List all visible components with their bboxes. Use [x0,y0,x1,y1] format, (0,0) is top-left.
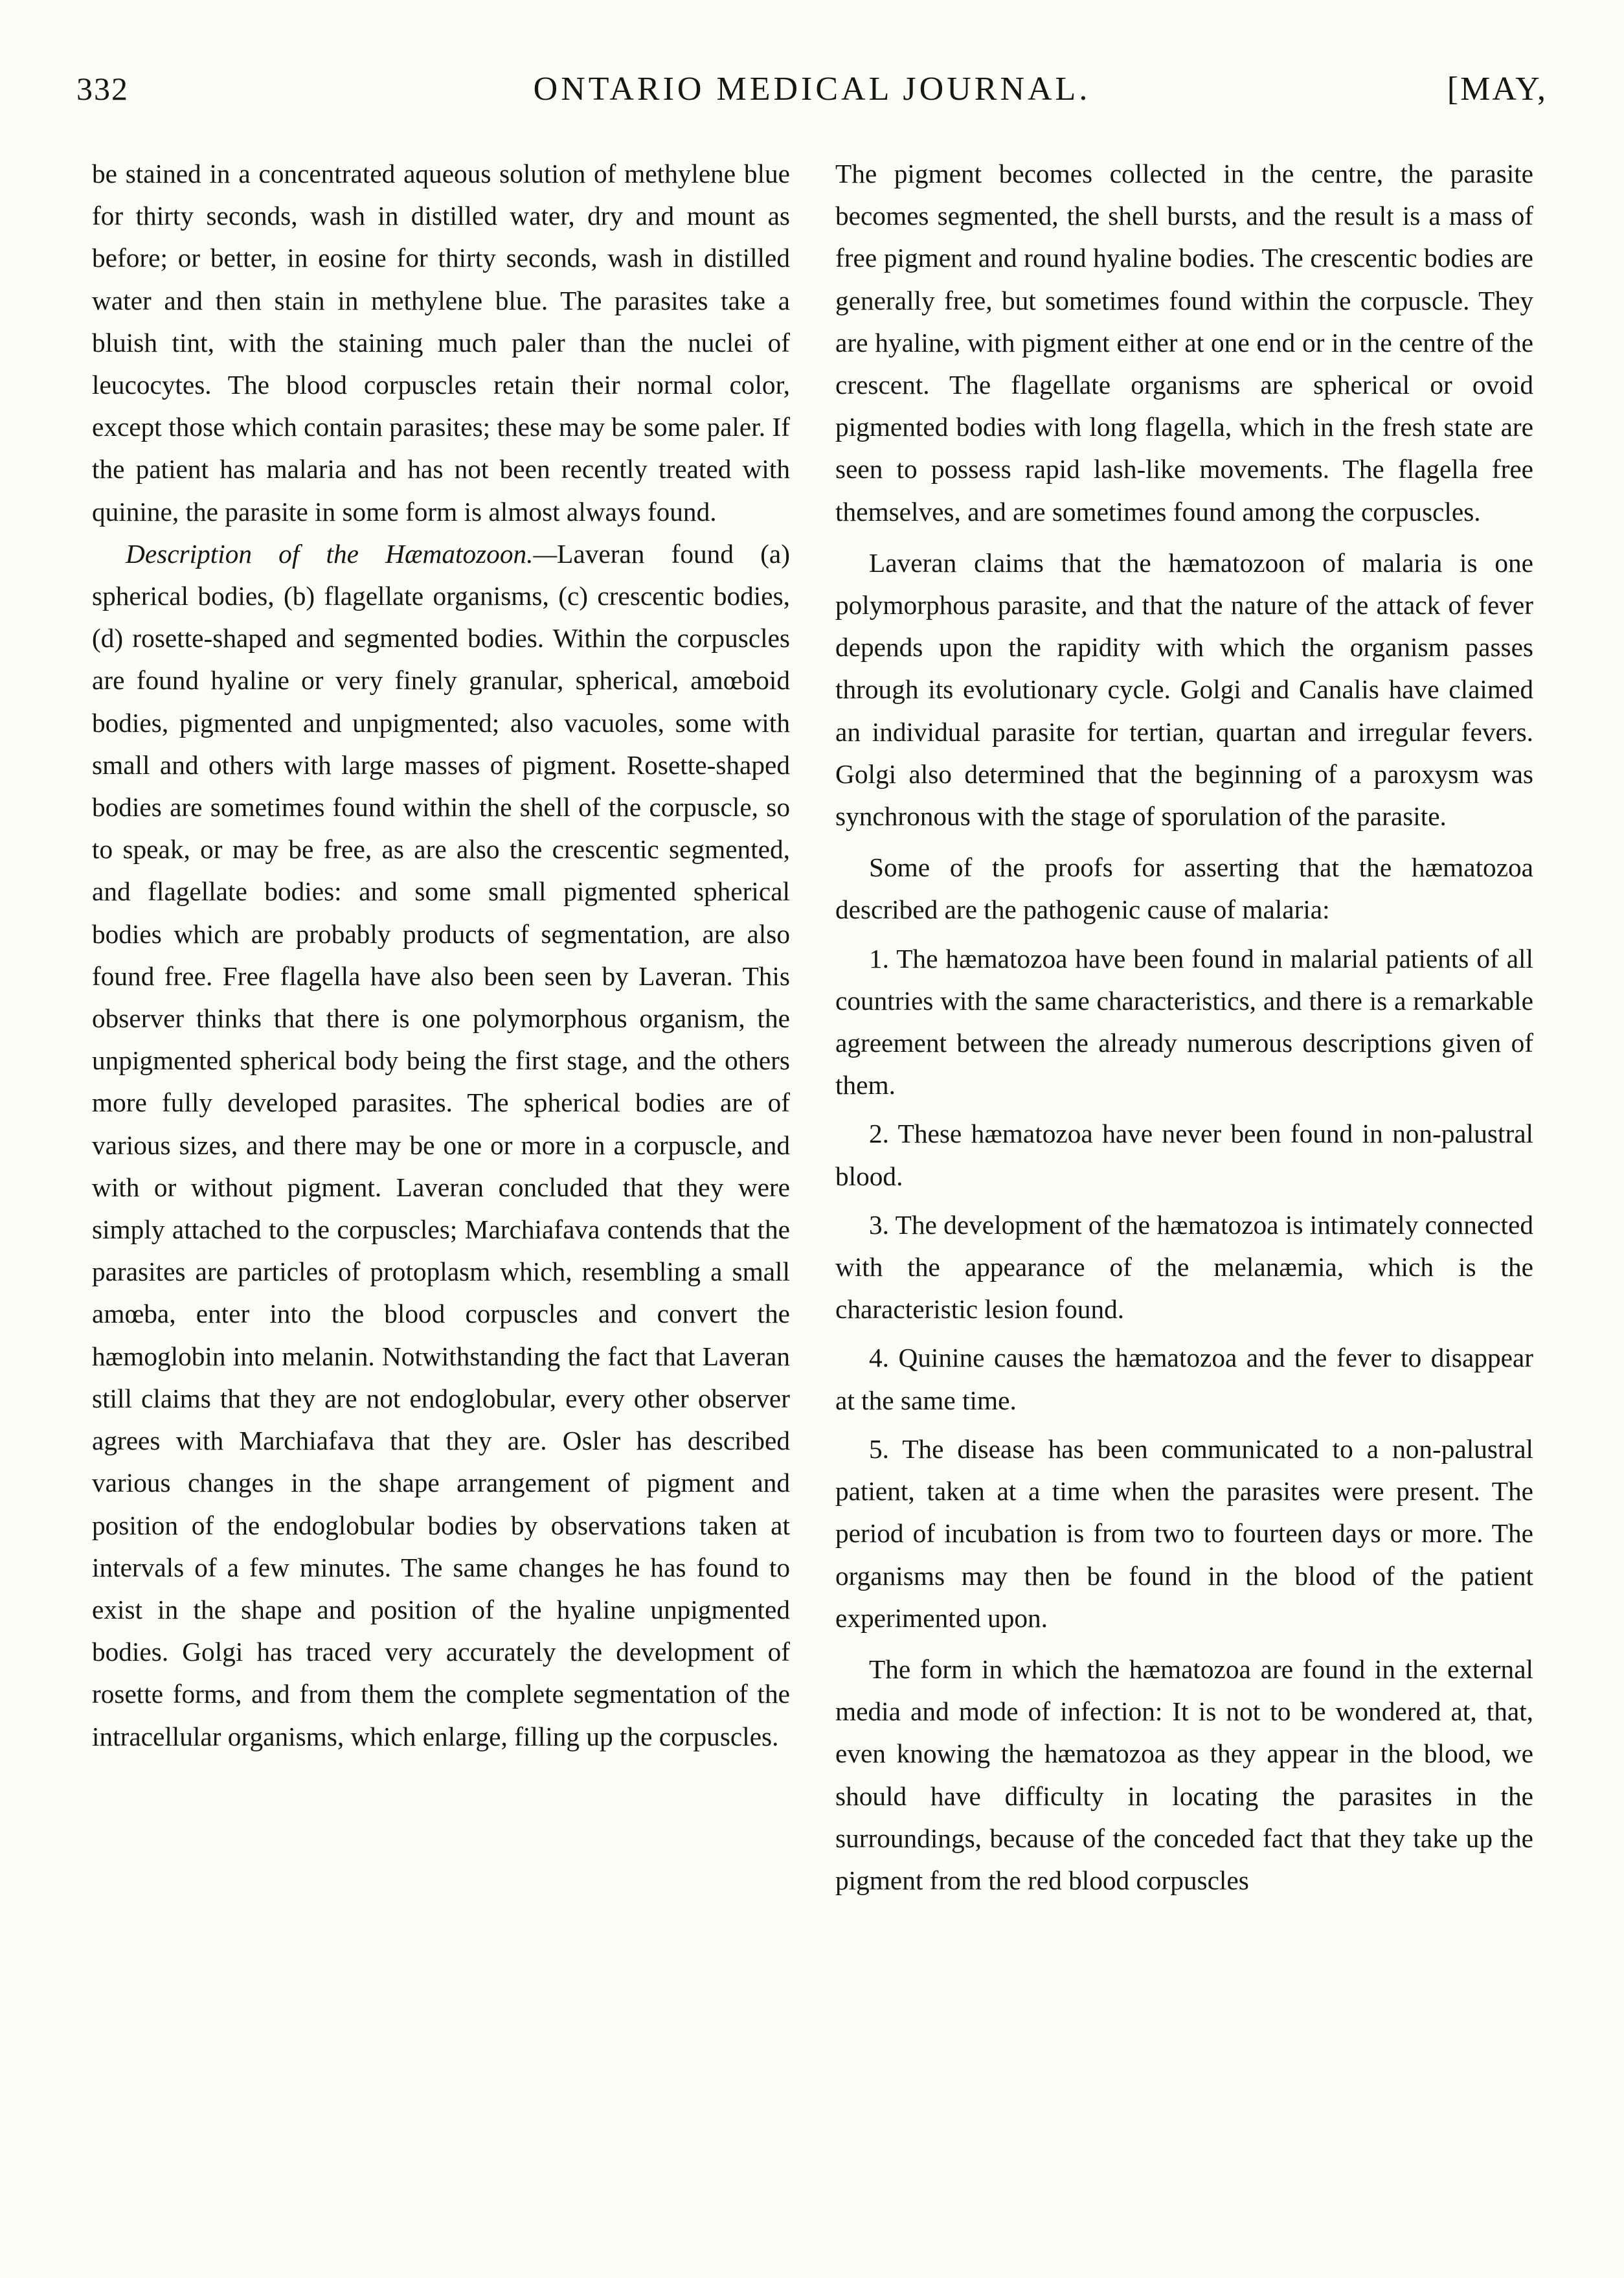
proof-item-2: 2. These hæmatozoa have never been found in non-palustral blood. [835,1119,1533,1191]
proof-item-1: 1. The hæmatozoa have been found in malarial patients of all countries with the same characteristics, and there is a remarkable agreement between the already numerous descriptions given of them. [835,943,1533,1100]
issue-month: [MAY, [1447,71,1548,108]
paragraph-polymorphous: Laveran claims that the hæmatozoon of malaria is one polymorphous parasite, and that the nature of the attack of fever depends upon the rapidity with which the organism passes through its evolutionary cycle. Golgi and Canalis have claimed an individual parasite for tertian, quartan and irregular fevers. Golgi also determined that the beginning of a paroxysm was synchronous with the stage of sporulation of the parasite. [835,547,1533,832]
paragraph-staining: be stained in a concentrated aqueous solution of methylene blue for thirty seconds, wash in distilled water, dry and mount as before; or better, in eosine for thirty seconds, wash in distilled water and then stain in methylene blue. The parasites take a bluish tint, with the staining much paler than the nuclei of leucocytes. The blood corpuscles retain their normal color, except those which contain parasites; these may be some paler. If the patient has malaria and has not been recently treated with quinine, the parasite in some form is almost always found. [92,159,790,527]
paragraph-description-body: Laveran found (a) spherical bodies, (b) flagellate organisms, (c) crescentic bodies, (d) rosette-shaped and segmented bodies. Within the corpuscles are found hyaline or very finely granular, spherical, amœboid bodies, pigmented and unpigmented; also vacuoles, some with small and others with large masses of pigment. Rosette-shaped bodies are sometimes found within the shell of the corpuscle, so to speak, or may be free, as are also the crescentic segmented, and flagellate bodies: and some small pigmented spherical bodies which are probably products of segmentation, are also found free. Free flagella have also been seen by Laveran. This observer thinks that there is one polymorphous organism, the unpigmented spherical body being the first stage, and the others more fully developed parasites. The spherical bodies are of various sizes, and there may be one or more in a corpuscle, and with or without pigment. Laveran concluded that they were simply attached to the corpuscles; Marchiafava contends that the parasites are particles of protoplasm which, resembling a small amœba, enter into the blood corpuscles and convert the hæmoglobin into melanin. Notwithstanding the fact that Laveran still claims that they are not endoglobular, every other observer agrees with Marchiafava that they are. Osler has described various changes in the shape arrangement of pigment and position of the endoglobular bodies by observations taken at intervals of a few minutes. The same changes he has found to exist in the shape and position of the hyaline unpigmented bodies. Golgi has traced very accurately the development of rosette forms, and from them the complete segmentation of the intracellular organisms, which enlarge, filling up the corpuscles. [92,538,791,1751]
page-number: 332 [76,71,129,107]
proof-item-3: 3. The development of the hæmatozoa is intimately connected with the appearance of the melanæmia, which is the characteristic lesion found. [835,1209,1533,1325]
paragraph-external-media: The form in which the hæmatozoa are found in the external media and mode of infection: It is not to be wondered at, that, even knowing the hæmatozoa as they appear in the blood, we should have difficulty in locating the parasites in the surroundings, because of the conceded fact that they take up the pigment from the red blood corpuscles [835,1654,1533,1895]
proof-item-4: 4. Quinine causes the hæmatozoa and the fever to disappear at the same time. [835,1343,1533,1415]
right-column [835,153,1533,1902]
journal-title: ONTARIO MEDICAL JOURNAL. [533,71,1091,108]
paragraph-proofs-intro: Some of the proofs for asserting that the hæmatozoa described are the pathogenic cause of malaria: [835,852,1533,925]
page-header [0,70,1624,122]
proof-item-5: 5. The disease has been communicated to a non-palustral patient, taken at a time when the parasites were present. The period of incubation is from two to fourteen days or more. The organisms may then be found in the blood of the patient experimented upon. [835,1433,1533,1633]
paragraph-description [92,533,790,1758]
paragraph-pigment: The pigment becomes collected in the centre, the parasite becomes segmented, the shell bursts, and the result is a mass of free pigment and round hyaline bodies. The crescentic bodies are generally free, but sometimes found within the corpuscle. They are hyaline, with pigment either at one end or in the centre of the crescent. The flagellate organisms are spherical or ovoid pigmented bodies with long flagella, which in the fresh state are seen to possess rapid lash-like movements. The flagella free themselves, and are sometimes found among the corpuscles. [835,159,1533,527]
section-heading: Description of the Hæmatozoon.— [126,538,558,569]
left-column [92,153,790,1758]
